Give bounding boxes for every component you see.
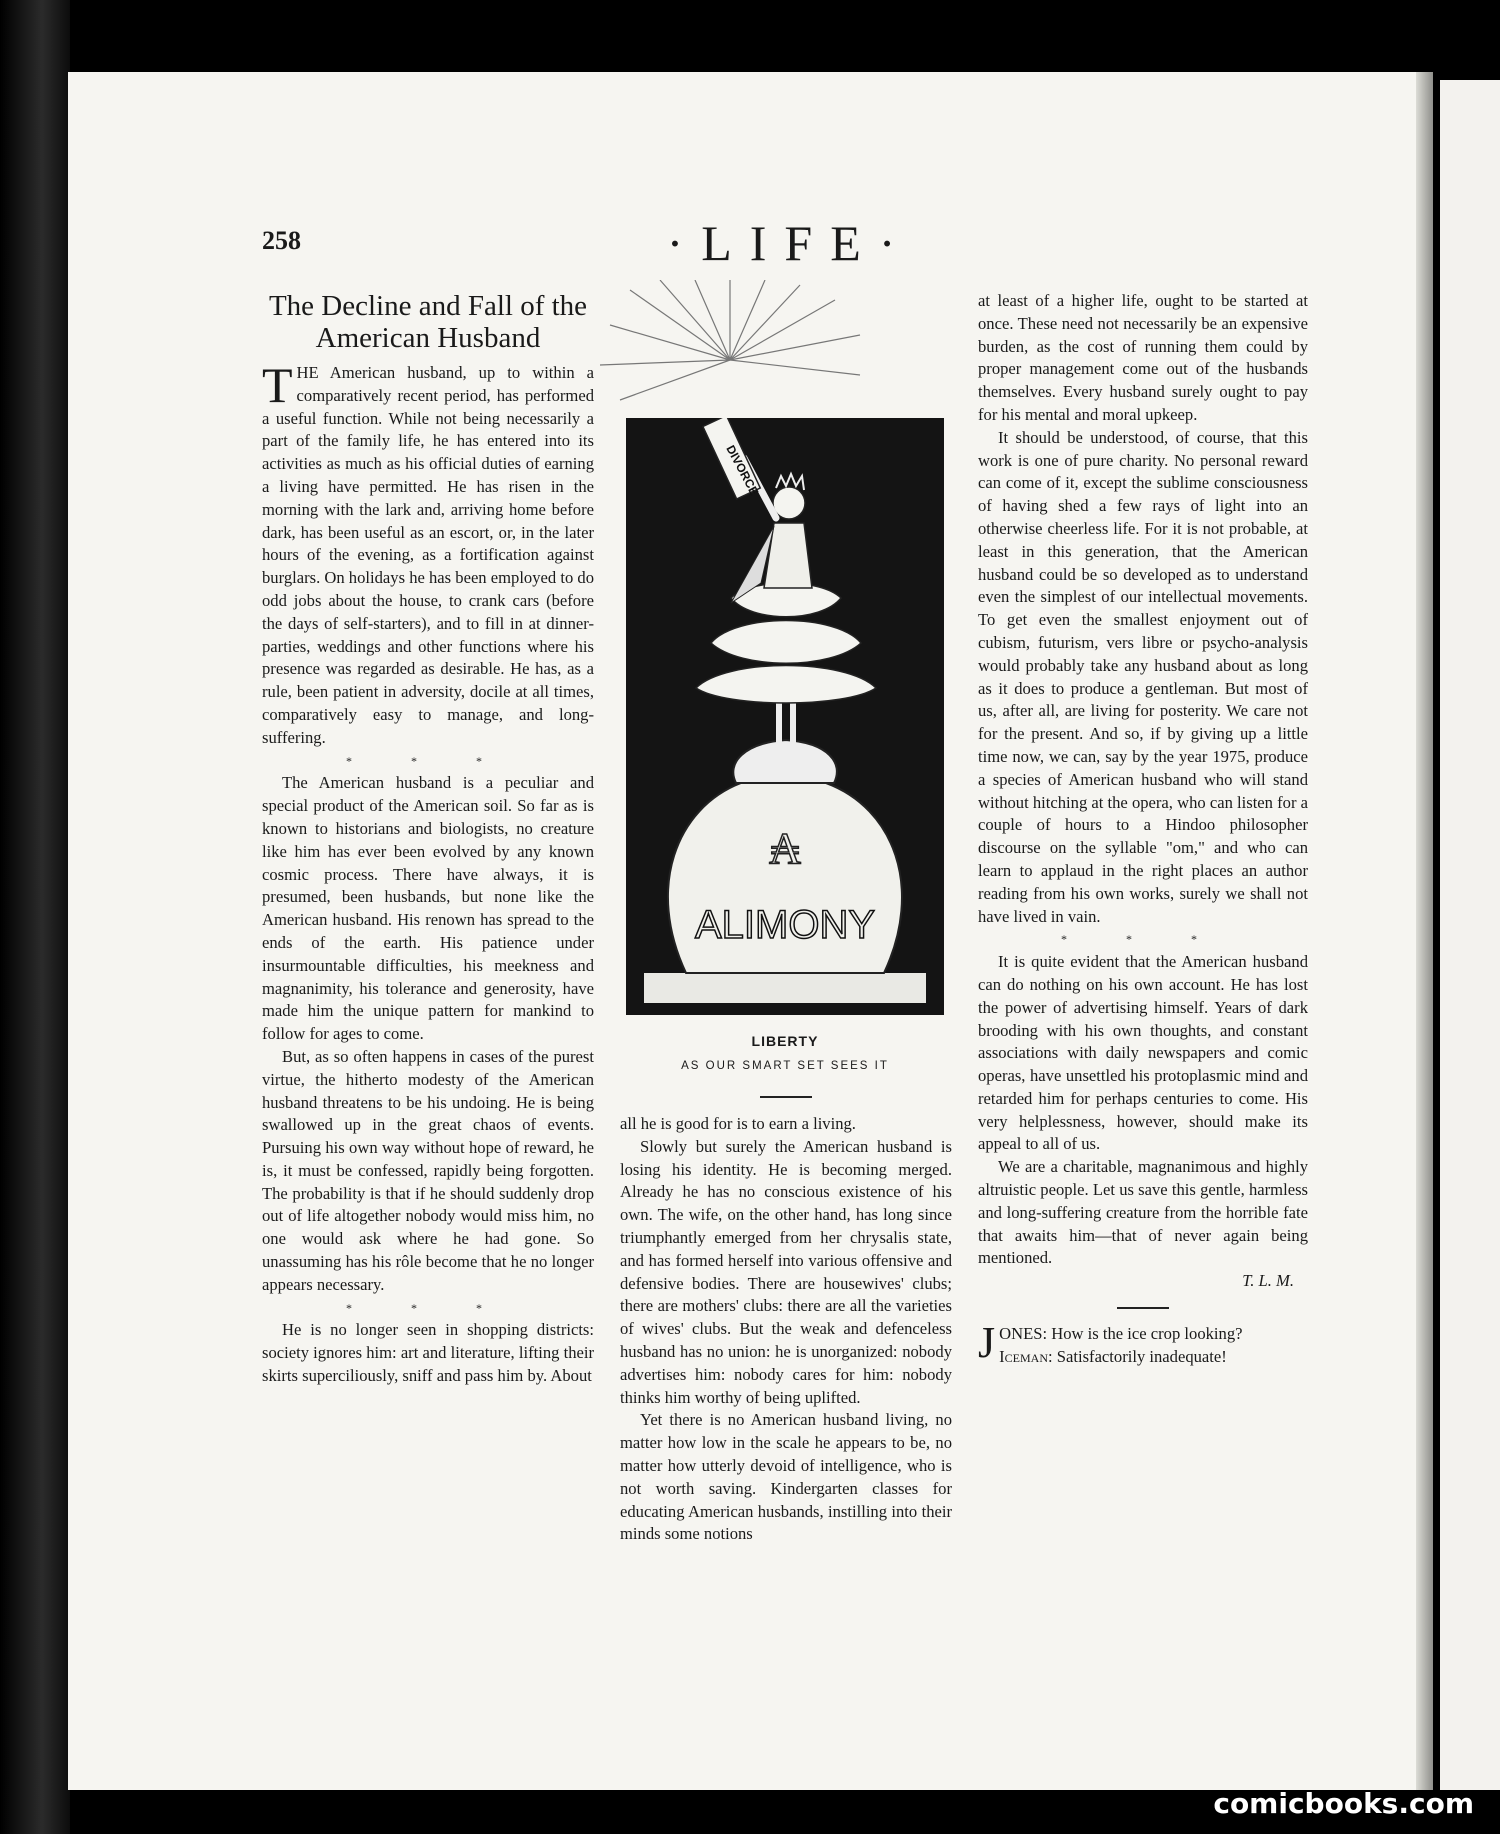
author-signature: T. L. M.	[1242, 1271, 1294, 1291]
paragraph: THE American husband, up to within a comparatively recent period, has performed a useful function. While not being necessarily a part of the family life, he has entered into its activities as much as his official duties of earning a living have permitted. He has risen in the morning with the lark and, arriving home before dark, has been useful as an escort, or, in the later hours of the evening, as a fortification against burglars. On holidays he has been employed to do odd jobs about the house, to crank cars (before the days of self-starters), and to fill in at dinner-parties, weddings and other functions where his presence was regarded as desirable. He has, as a rule, been patient in adversity, docile at all times, comparatively easy to manage, and long-suffering.	[262, 357, 594, 747]
section-separator: * * *	[1061, 932, 1225, 947]
joke-line-2: Iceman: Satisfactorily inadequate!	[999, 1346, 1227, 1366]
sunburst-rays	[600, 280, 900, 440]
paragraph: at least of a higher life, ought to be started at once. These need not necessarily be an expensive burden, as the cost of running them could by proper management come out of the husbands themselves. Every husband surely ought to pay for his mental and moral upkeep.	[978, 291, 1308, 424]
liberty-illustration	[626, 418, 944, 1015]
paragraph: all he is good for is to earn a living.	[620, 1114, 856, 1133]
paragraph: We are a charitable, magnanimous and highly altruistic people. Let us save this gentle, harmless and long-suffering creature from the horrible fate that awaits him—that of never again being mentioned.	[978, 1157, 1308, 1268]
article-title: The Decline and Fall of the American Husband	[268, 290, 588, 354]
paragraph: It is quite evident that the American husband can do nothing on his own account. He has lost the power of advertising himself. Years of dark brooding with his own thoughts, and constant associations with daily newspapers and comic operas, have unsettled his protoplasmic mind and retarded him for perhaps centuries to come. His very helplessness, however, should make its appeal to all of us.	[978, 952, 1308, 1154]
scan-border-left	[0, 0, 70, 1834]
joke-drop-cap: J	[978, 1318, 996, 1368]
alimony-label: ALIMONY	[694, 903, 876, 947]
paragraph: Slowly but surely the American husband is losing his identity. He is becoming merged. Already he has no conscious existence of his own. The wife, on the other hand, has long since triumphantly emerged from her chrysalis state, and has formed herself into various offensive and defensive bodies. There are housewives' clubs; there are mothers' clubs: there are all the varieties of wives' clubs. But the weak and defenceless husband has no union: he is unorganized: nobody advertises him: nobody cares for him: nobody thinks him worthy of being uplifted.	[620, 1136, 952, 1407]
masthead: ·LIFE·	[666, 215, 914, 271]
section-separator: * * *	[346, 1300, 510, 1315]
paragraph: Yet there is no American husband living, no matter how low in the scale he appears to be, no matter how utterly devoid of intelligence, who is not worth saving. Kindergarten classes for educating American husbands, instilling into their minds some notions	[620, 1410, 952, 1544]
paragraph: But, as so often happens in cases of the purest virtue, the hitherto modesty of the American husband threatens to be his undoing. He is being swallowed up in the great chaos of events. Pursuing his own way without hope of reward, he is, it must be confessed, rapidly being forgotten. The probability is that if he should suddenly drop out of life altogether nobody would miss him, no one would ask where he had gone. So unassuming has his rôle become that he no longer appears necessary.	[262, 1046, 594, 1294]
article-column-3	[978, 290, 1308, 1369]
section-rule	[1117, 1307, 1169, 1309]
page-number: 258	[262, 226, 301, 255]
site-watermark: comicbooks.com	[1213, 1787, 1474, 1820]
caption-rule	[760, 1096, 812, 1098]
paragraph: The American husband is a peculiar and special product of the American soil. So far as is known to historians and biologists, no creature like him has ever been evolved by any known cosmic process. There have always, it is presumed, been husbands, but none like the American husband. His renown has spread to the ends of the earth. His patience under insurmountable difficulties, his meekness and magnanimity, his tolerance and generosity, have made him the unique pattern for mankind to follow for ages to come.	[262, 773, 594, 1044]
next-page-edge	[1440, 80, 1500, 1790]
joke-line-1: JONES: How is the ice crop looking?	[978, 1318, 1243, 1368]
illustration-caption-subtitle: AS OUR SMART SET SEES IT	[681, 1060, 889, 1072]
svg-text:₳: ₳	[769, 824, 801, 873]
divorce-sign: DIVORCE	[723, 442, 762, 498]
drop-cap: T	[262, 357, 293, 413]
illustration-caption-title: LIBERTY	[751, 1033, 819, 1049]
article-column-2	[620, 1113, 952, 1546]
page-gutter	[1416, 72, 1434, 1790]
article-column-1	[262, 290, 594, 1388]
page-edge	[1433, 72, 1439, 1790]
paragraph: It should be understood, of course, that this work is one of pure charity. No personal reward can come of it, except the sublime consciousness of having shed a few rays of light into an otherwise cheerless life. For it is not probable, at least in this generation, that the American husband could be so developed as to understand even the simplest of our intellectual movements. To get even the smallest enjoyment out of cubism, futurism, vers libre or psycho-analysis would probably take any husband about as long as it does to produce a gentleman. But most of us, after all, are living for posterity. We care not for the present. And so, if by giving up a little time now, we can, say by the year 1975, produce a species of American husband who will stand without hitching at the opera, who can listen for a couple of hours to a Hindoo philosopher discourse on the syllable "om," and who can learn to applaud in the right places an author reading from his own works, surely we shall not have lived in vain.	[978, 427, 1308, 926]
paragraph: He is no longer seen in shopping districts: society ignores him: art and literature, lifting their skirts superciliously, sniff and pass him by. About	[262, 1320, 594, 1386]
section-separator: * * *	[346, 753, 510, 768]
